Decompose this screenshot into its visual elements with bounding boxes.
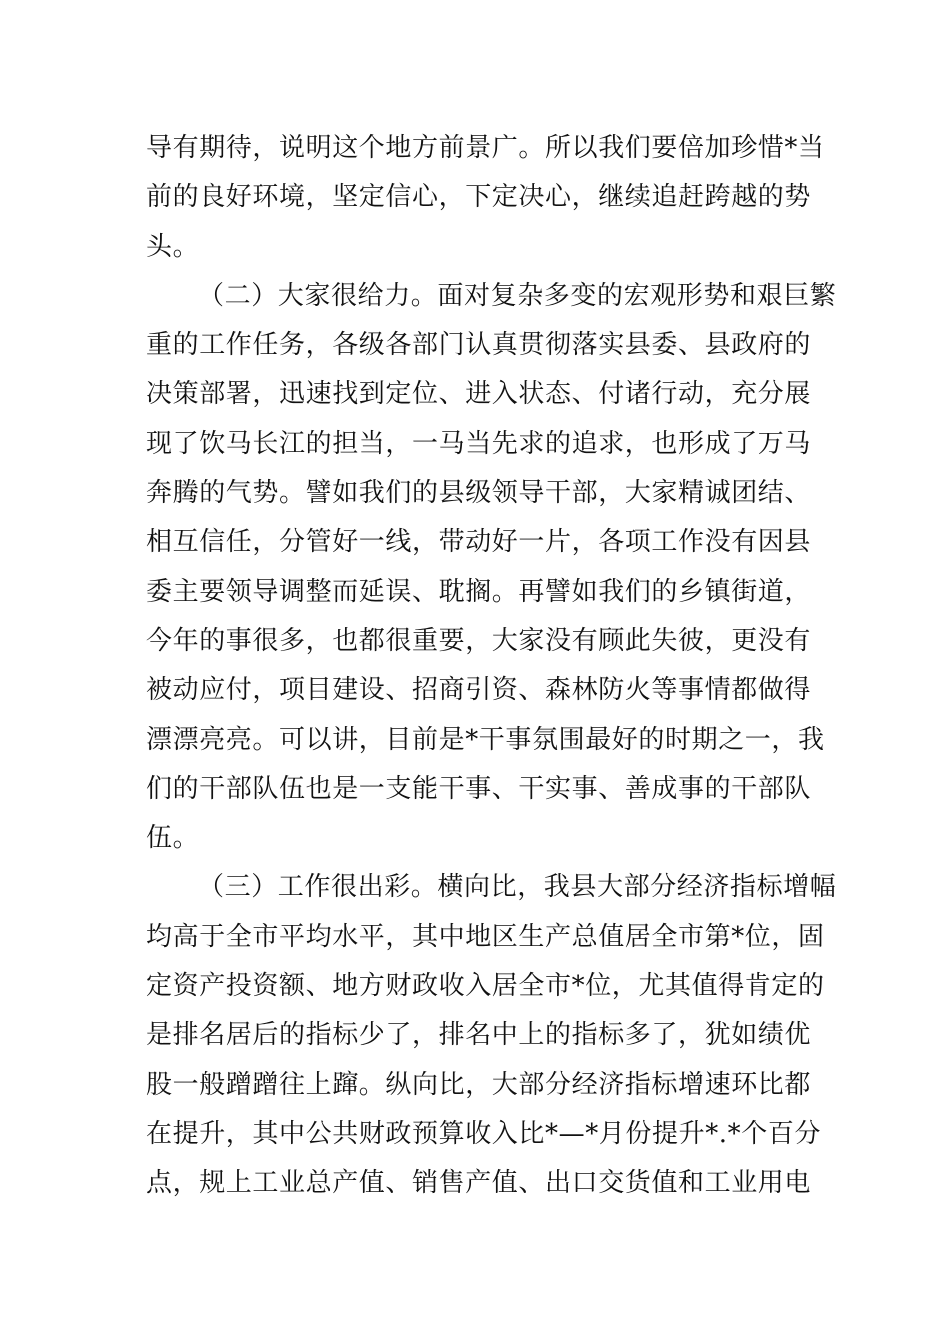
text-line: 均高于全市平均水平，其中地区生产总值居全市第*位，固 xyxy=(146,921,825,952)
paragraph-everyone-gives-effort xyxy=(146,272,837,864)
text-line: 漂漂亮亮。可以讲，目前是*干事氛围最好的时期之一，我 xyxy=(146,724,825,755)
text-line: 伍。 xyxy=(146,823,200,854)
text-line: 股一般蹭蹭往上蹿。纵向比，大部分经济指标增速环比都 xyxy=(146,1069,812,1100)
text-line: 现了饮马长江的担当，一马当先求的追求，也形成了万马 xyxy=(146,428,812,459)
text-line: 决策部署，迅速找到定位、进入状态、付诸行动，充分展 xyxy=(146,379,812,410)
text-line: 前的良好环境，坚定信心，下定决心，继续追赶跨越的势 xyxy=(146,182,812,213)
text-line: 今年的事很多，也都很重要，大家没有顾此失彼，更没有 xyxy=(146,625,812,656)
text-line: 点，规上工业总产值、销售产值、出口交货值和工业用电 xyxy=(146,1168,812,1199)
text-line: 相互信任，分管好一线，带动好一片，各项工作没有因县 xyxy=(146,527,812,558)
paragraph-continuation xyxy=(146,124,825,272)
text-line: 头。 xyxy=(146,231,200,262)
text-line: 委主要领导调整而延误、耽搁。再譬如我们的乡镇街道， xyxy=(146,576,812,607)
paragraph-work-outstanding xyxy=(146,863,837,1208)
text-line: 奔腾的气势。譬如我们的县级领导干部，大家精诚团结、 xyxy=(146,478,812,509)
text-line: （二）大家很给力。面对复杂多变的宏观形势和艰巨繁 xyxy=(198,280,837,311)
text-line: 定资产投资额、地方财政收入居全市*位，尤其值得肯定的 xyxy=(146,971,825,1002)
text-line: （三）工作很出彩。横向比，我县大部分经济指标增幅 xyxy=(198,872,837,903)
text-line: 是排名居后的指标少了，排名中上的指标多了，犹如绩优 xyxy=(146,1020,812,1051)
text-line: 被动应付，项目建设、招商引资、森林防火等事情都做得 xyxy=(146,675,812,706)
text-line: 在提升，其中公共财政预算收入比*—*月份提升*.*个百分 xyxy=(146,1118,822,1149)
body-text xyxy=(146,124,837,1209)
text-line: 重的工作任务，各级各部门认真贯彻落实县委、县政府的 xyxy=(146,330,812,361)
text-line: 导有期待，说明这个地方前景广。所以我们要倍加珍惜*当 xyxy=(146,133,825,163)
text-line: 们的干部队伍也是一支能干事、干实事、善成事的干部队 xyxy=(146,773,812,804)
